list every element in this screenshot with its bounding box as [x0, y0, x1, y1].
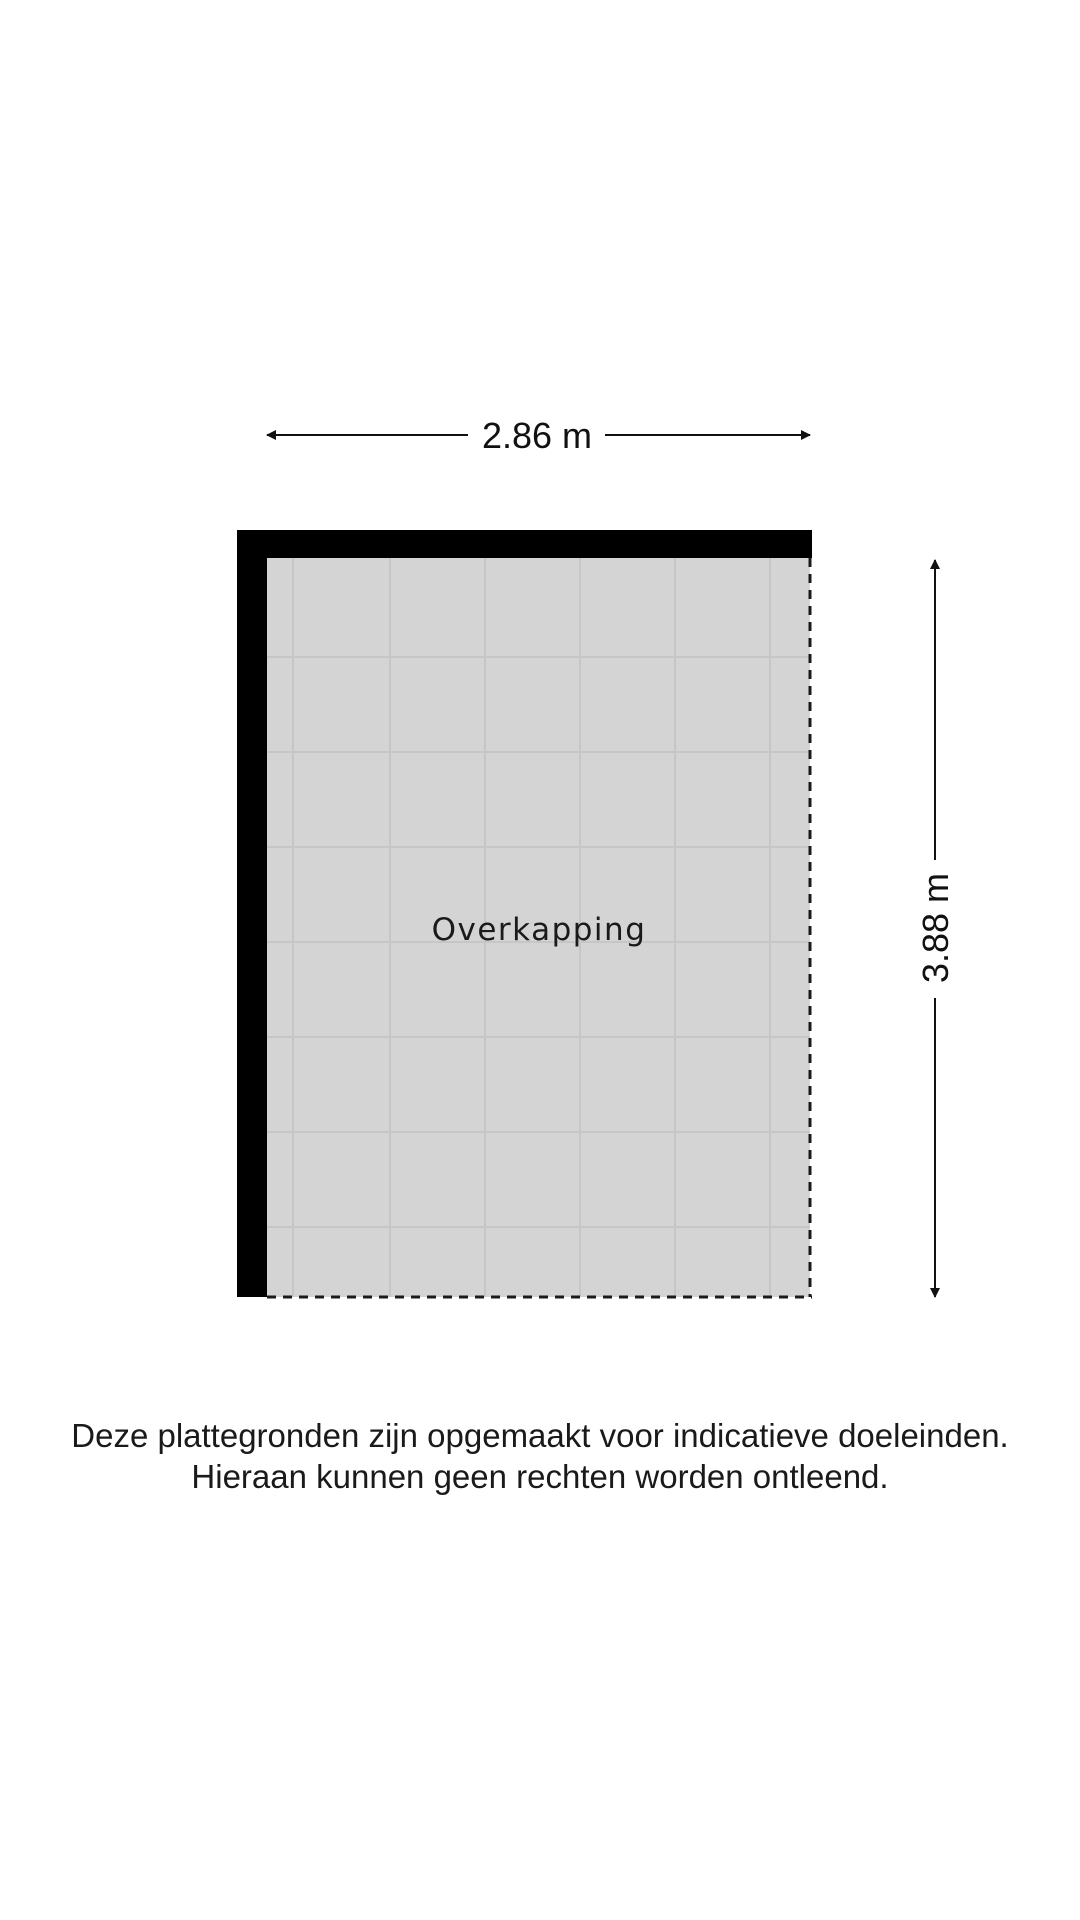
- disclaimer: [0, 1415, 1080, 1497]
- room-label: Overkapping: [431, 912, 647, 948]
- height-dimension-label: 3.88 m: [915, 872, 956, 984]
- disclaimer-line-1: Deze plattegronden zijn opgemaakt voor indicatieve doeleinden.: [71, 1417, 1009, 1454]
- wall-left: [237, 530, 267, 1297]
- width-dimension-label: 2.86 m: [481, 415, 593, 456]
- wall-top: [237, 530, 812, 558]
- disclaimer-line-2: Hieraan kunnen geen rechten worden ontleend.: [191, 1458, 889, 1495]
